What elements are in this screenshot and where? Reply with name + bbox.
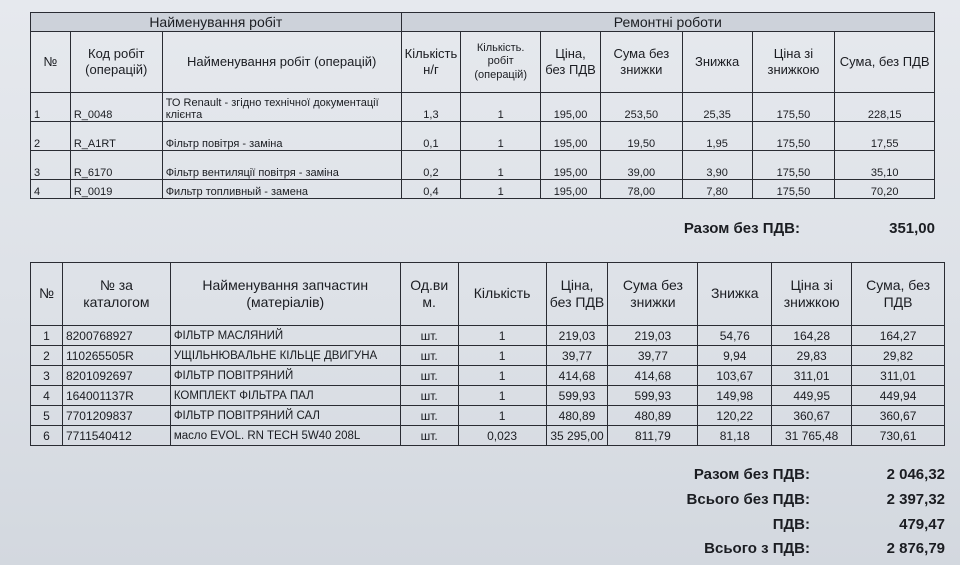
cell-catalog: 164001137R: [62, 386, 170, 406]
cell-qty-ops: 1: [461, 122, 541, 151]
works-col-code: Код робіт (операцій): [70, 32, 162, 93]
cell-sum-no-discount: 219,03: [608, 326, 698, 346]
cell-sum-no-discount: 19,50: [600, 122, 682, 151]
works-col-price: Ціна, без ПДВ: [541, 32, 601, 93]
parts-total: [560, 466, 945, 486]
cell-discount: 3,90: [682, 151, 752, 180]
cell-price: 480,89: [546, 406, 608, 426]
total-label: Всього без ПДВ:: [686, 491, 810, 508]
cell-catalog: 7711540412: [62, 426, 170, 446]
parts-col-price-discount: Ціна зі знижкою: [772, 263, 852, 326]
works-total-value: 351,00: [889, 220, 935, 237]
cell-catalog: 7701209837: [62, 406, 170, 426]
cell-sum-no-vat: 164,27: [852, 326, 945, 346]
works-col-price-discount: Ціна зі знижкою: [752, 32, 835, 93]
table-row: [31, 180, 935, 199]
cell-price: 195,00: [541, 180, 601, 199]
cell-name: УЩІЛЬНЮВАЛЬНЕ КІЛЬЦЕ ДВИГУНА: [170, 346, 400, 366]
cell-qty-hours: 1,3: [401, 93, 461, 122]
cell-sum-no-discount: 414,68: [608, 366, 698, 386]
total-value: 479,47: [899, 516, 945, 533]
cell-name: Фильтр топливный - замена: [162, 180, 401, 199]
table-row: [31, 151, 935, 180]
cell-price-discount: 175,50: [752, 93, 835, 122]
cell-sum-no-vat: 228,15: [835, 93, 935, 122]
cell-num: 3: [31, 151, 71, 180]
cell-sum-no-vat: 35,10: [835, 151, 935, 180]
cell-price: 35 295,00: [546, 426, 608, 446]
cell-unit: шт.: [400, 346, 458, 366]
cell-sum-no-vat: 17,55: [835, 122, 935, 151]
cell-catalog: 110265505R: [62, 346, 170, 366]
cell-sum-no-vat: 70,20: [835, 180, 935, 199]
works-total: [560, 220, 935, 240]
table-row: [31, 386, 945, 406]
cell-price: 219,03: [546, 326, 608, 346]
grand-total-with-vat: [560, 540, 945, 560]
cell-discount: 25,35: [682, 93, 752, 122]
cell-price-discount: 164,28: [772, 326, 852, 346]
cell-qty: 1: [458, 406, 546, 426]
cell-name: ФІЛЬТР ПОВІТРЯНИЙ САЛ: [170, 406, 400, 426]
cell-name: ТО Renault - згідно технічної документації клієнта: [162, 93, 401, 122]
cell-sum-no-discount: 480,89: [608, 406, 698, 426]
cell-name: ФІЛЬТР ПОВІТРЯНИЙ: [170, 366, 400, 386]
works-col-qty-ops: Кількість. робіт (операцій): [461, 32, 541, 93]
cell-price: 599,93: [546, 386, 608, 406]
cell-price-discount: 175,50: [752, 180, 835, 199]
cell-sum-no-discount: 811,79: [608, 426, 698, 446]
cell-num: 4: [31, 386, 63, 406]
table-row: [31, 406, 945, 426]
works-col-discount: Знижка: [682, 32, 752, 93]
cell-sum-no-discount: 39,77: [608, 346, 698, 366]
cell-price: 39,77: [546, 346, 608, 366]
parts-col-num: №: [31, 263, 63, 326]
cell-unit: шт.: [400, 426, 458, 446]
table-row: [31, 346, 945, 366]
cell-price-discount: 360,67: [772, 406, 852, 426]
cell-name: Фільтр повітря - заміна: [162, 122, 401, 151]
cell-qty-ops: 1: [461, 93, 541, 122]
cell-discount: 7,80: [682, 180, 752, 199]
works-col-num: №: [31, 32, 71, 93]
table-row: [31, 326, 945, 346]
total-value: 2 046,32: [886, 466, 945, 483]
cell-discount: 81,18: [698, 426, 772, 446]
table-row: [31, 366, 945, 386]
cell-price-discount: 29,83: [772, 346, 852, 366]
cell-catalog: 8200768927: [62, 326, 170, 346]
cell-qty-hours: 0,1: [401, 122, 461, 151]
cell-qty: 0,023: [458, 426, 546, 446]
cell-price: 414,68: [546, 366, 608, 386]
parts-col-price: Ціна, без ПДВ: [546, 263, 608, 326]
cell-code: R_A1RT: [70, 122, 162, 151]
cell-sum-no-vat: 730,61: [852, 426, 945, 446]
total-label: ПДВ:: [772, 516, 810, 533]
works-group-left: Найменування робіт: [31, 13, 402, 32]
cell-price-discount: 175,50: [752, 151, 835, 180]
cell-unit: шт.: [400, 386, 458, 406]
parts-col-sum-no-discount: Сума без знижки: [608, 263, 698, 326]
works-col-sum-no-discount: Сума без знижки: [600, 32, 682, 93]
cell-catalog: 8201092697: [62, 366, 170, 386]
parts-col-name: Найменування запчастин (матеріалів): [170, 263, 400, 326]
works-col-name: Найменування робіт (операцій): [162, 32, 401, 93]
works-group-right: Ремонтні роботи: [401, 13, 934, 32]
parts-col-catalog: № за каталогом: [62, 263, 170, 326]
cell-price-discount: 175,50: [752, 122, 835, 151]
total-value: 2 397,32: [886, 491, 945, 508]
table-row: [31, 122, 935, 151]
cell-unit: шт.: [400, 406, 458, 426]
cell-qty-hours: 0,2: [401, 151, 461, 180]
cell-price: 195,00: [541, 93, 601, 122]
cell-num: 1: [31, 93, 71, 122]
cell-num: 1: [31, 326, 63, 346]
cell-name: Фільтр вентиляції повітря - заміна: [162, 151, 401, 180]
cell-unit: шт.: [400, 366, 458, 386]
parts-col-unit: Од.ви м.: [400, 263, 458, 326]
cell-num: 2: [31, 346, 63, 366]
cell-num: 3: [31, 366, 63, 386]
cell-price-discount: 31 765,48: [772, 426, 852, 446]
cell-num: 5: [31, 406, 63, 426]
cell-sum-no-vat: 311,01: [852, 366, 945, 386]
grand-total-no-vat: [560, 491, 945, 511]
cell-num: 6: [31, 426, 63, 446]
works-col-sum-no-vat: Сума, без ПДВ: [835, 32, 935, 93]
cell-qty-ops: 1: [461, 151, 541, 180]
cell-discount: 9,94: [698, 346, 772, 366]
cell-discount: 120,22: [698, 406, 772, 426]
table-row: [31, 93, 935, 122]
total-label: Разом без ПДВ:: [693, 466, 810, 483]
cell-code: R_0048: [70, 93, 162, 122]
cell-num: 4: [31, 180, 71, 199]
cell-qty-hours: 0,4: [401, 180, 461, 199]
table-row: [31, 426, 945, 446]
cell-code: R_0019: [70, 180, 162, 199]
cell-name: КОМПЛЕКТ ФІЛЬТРА ПАЛ: [170, 386, 400, 406]
cell-unit: шт.: [400, 326, 458, 346]
cell-qty: 1: [458, 386, 546, 406]
cell-price-discount: 311,01: [772, 366, 852, 386]
cell-price: 195,00: [541, 122, 601, 151]
cell-sum-no-discount: 39,00: [600, 151, 682, 180]
cell-discount: 103,67: [698, 366, 772, 386]
cell-discount: 1,95: [682, 122, 752, 151]
cell-name: масло EVOL. RN TECH 5W40 208L: [170, 426, 400, 446]
works-total-label: Разом без ПДВ:: [683, 220, 800, 237]
cell-price-discount: 449,95: [772, 386, 852, 406]
cell-num: 2: [31, 122, 71, 151]
parts-col-sum-no-vat: Сума, без ПДВ: [852, 263, 945, 326]
cell-sum-no-discount: 599,93: [608, 386, 698, 406]
cell-qty: 1: [458, 326, 546, 346]
cell-sum-no-discount: 78,00: [600, 180, 682, 199]
parts-col-qty: Кількість: [458, 263, 546, 326]
cell-discount: 54,76: [698, 326, 772, 346]
cell-discount: 149,98: [698, 386, 772, 406]
total-value: 2 876,79: [886, 540, 945, 557]
parts-table: [30, 262, 945, 446]
cell-sum-no-vat: 449,94: [852, 386, 945, 406]
total-label: Всього з ПДВ:: [704, 540, 810, 557]
vat-total: [560, 516, 945, 536]
cell-sum-no-discount: 253,50: [600, 93, 682, 122]
cell-qty-ops: 1: [461, 180, 541, 199]
cell-qty: 1: [458, 366, 546, 386]
works-table: [30, 12, 935, 199]
works-col-qty-hours: Кількість н/г: [401, 32, 461, 93]
cell-name: ФІЛЬТР МАСЛЯНИЙ: [170, 326, 400, 346]
cell-sum-no-vat: 360,67: [852, 406, 945, 426]
parts-col-discount: Знижка: [698, 263, 772, 326]
cell-price: 195,00: [541, 151, 601, 180]
cell-qty: 1: [458, 346, 546, 366]
cell-code: R_6170: [70, 151, 162, 180]
cell-sum-no-vat: 29,82: [852, 346, 945, 366]
